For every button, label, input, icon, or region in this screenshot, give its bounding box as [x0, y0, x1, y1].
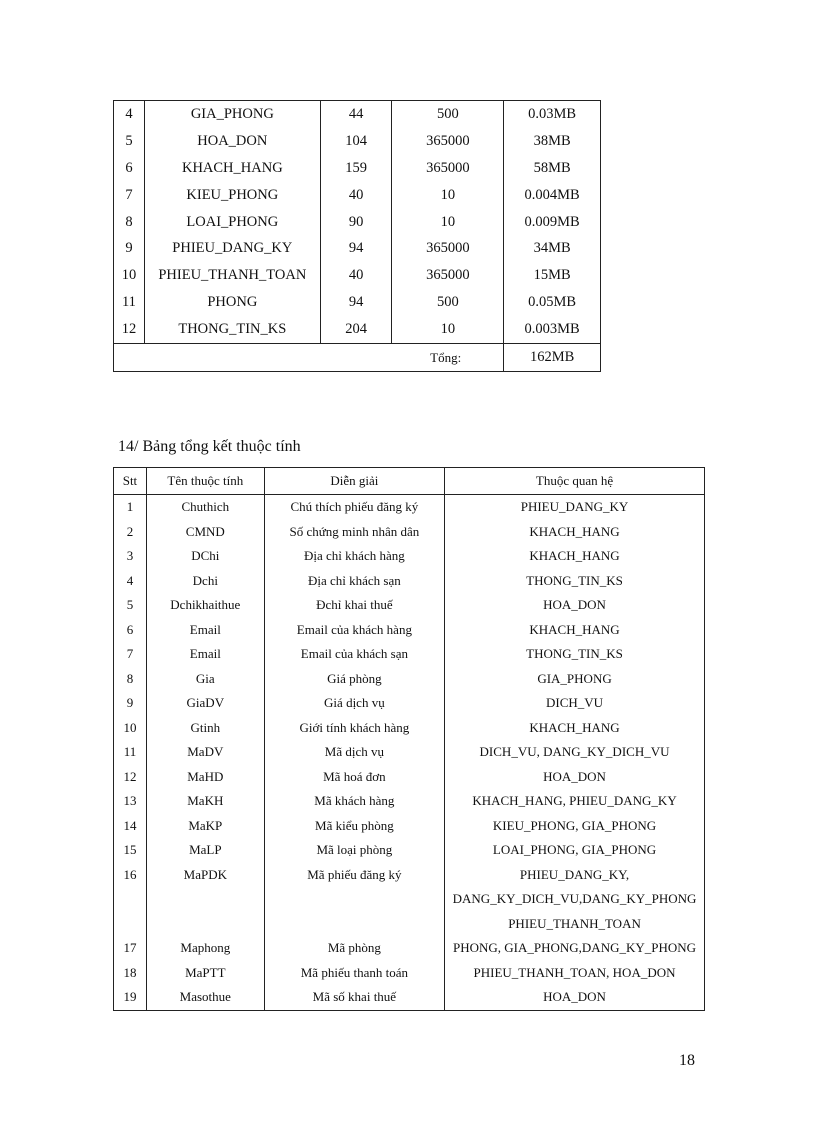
cell-relation: HOA_DON — [445, 593, 705, 618]
cell-stt: 4 — [114, 101, 145, 128]
cell-stt: 1 — [114, 495, 147, 520]
cell-description: Mã phiếu thanh toán — [264, 961, 444, 986]
cell-record-size: 94 — [320, 235, 392, 262]
cell-stt: 3 — [114, 544, 147, 569]
cell-description: Mã loại phòng — [264, 838, 444, 863]
cell-attribute-name: Dchi — [146, 569, 264, 594]
total-label: Tổng: — [392, 344, 504, 372]
cell-storage-size: 0.003MB — [504, 316, 601, 343]
cell-description: Đchỉ khai thuế — [264, 593, 444, 618]
cell-stt: 10 — [114, 262, 145, 289]
cell-record-size: 159 — [320, 155, 392, 182]
cell-attribute-name: MaHD — [146, 765, 264, 790]
cell-relation: PHIEU_DANG_KY, — [445, 863, 705, 888]
table-row — [114, 863, 705, 888]
cell-description: Mã phòng — [264, 936, 444, 961]
table-row — [114, 765, 705, 790]
cell-record-size: 204 — [320, 316, 392, 343]
cell-attribute-name: MaPTT — [146, 961, 264, 986]
cell-relation: PHIEU_THANH_TOAN, HOA_DON — [445, 961, 705, 986]
cell-attribute-name: Gia — [146, 667, 264, 692]
cell-storage-size: 58MB — [504, 155, 601, 182]
table-row — [114, 961, 705, 986]
table-row — [114, 289, 601, 316]
cell-stt: 18 — [114, 961, 147, 986]
cell-record-count: 10 — [392, 316, 504, 343]
cell-table-name: PHIEU_THANH_TOAN — [144, 262, 320, 289]
cell-relation: THONG_TIN_KS — [445, 642, 705, 667]
cell-relation: KHACH_HANG — [445, 520, 705, 545]
cell-stt: 8 — [114, 209, 145, 236]
cell-record-count: 10 — [392, 209, 504, 236]
cell-stt: 7 — [114, 642, 147, 667]
cell-description — [264, 912, 444, 937]
cell-relation: DANG_KY_DICH_VU,DANG_KY_PHONG — [445, 887, 705, 912]
cell-description: Mã dịch vụ — [264, 740, 444, 765]
table-row — [114, 740, 705, 765]
header-attribute-name: Tên thuộc tính — [146, 468, 264, 495]
cell-stt: 9 — [114, 235, 145, 262]
cell-attribute-name: Chuthich — [146, 495, 264, 520]
cell-attribute-name — [146, 887, 264, 912]
cell-record-size: 44 — [320, 101, 392, 128]
cell-description: Mã kiểu phòng — [264, 814, 444, 839]
table-row — [114, 235, 601, 262]
cell-stt — [114, 887, 147, 912]
cell-attribute-name: MaKP — [146, 814, 264, 839]
cell-description: Mã số khai thuế — [264, 985, 444, 1010]
cell-table-name: PHONG — [144, 289, 320, 316]
cell-stt: 17 — [114, 936, 147, 961]
cell-table-name: THONG_TIN_KS — [144, 316, 320, 343]
cell-stt: 11 — [114, 289, 145, 316]
table-row — [114, 101, 601, 128]
cell-record-count: 500 — [392, 289, 504, 316]
table-row — [114, 789, 705, 814]
table-row — [114, 716, 705, 741]
cell-record-size: 40 — [320, 262, 392, 289]
table-row — [114, 691, 705, 716]
table-row — [114, 155, 601, 182]
cell-relation: KIEU_PHONG, GIA_PHONG — [445, 814, 705, 839]
total-row — [114, 344, 601, 372]
table-row — [114, 544, 705, 569]
cell-attribute-name — [146, 912, 264, 937]
cell-relation: THONG_TIN_KS — [445, 569, 705, 594]
table-row — [114, 569, 705, 594]
cell-relation: KHACH_HANG — [445, 716, 705, 741]
cell-attribute-name: MaLP — [146, 838, 264, 863]
cell-description: Email của khách hàng — [264, 618, 444, 643]
cell-attribute-name: GiaDV — [146, 691, 264, 716]
cell-table-name: PHIEU_DANG_KY — [144, 235, 320, 262]
cell-stt: 5 — [114, 128, 145, 155]
table-row — [114, 262, 601, 289]
cell-record-count: 500 — [392, 101, 504, 128]
cell-stt: 13 — [114, 789, 147, 814]
cell-storage-size: 38MB — [504, 128, 601, 155]
cell-description: Mã hoá đơn — [264, 765, 444, 790]
cell-attribute-name: Gtinh — [146, 716, 264, 741]
header-relation: Thuộc quan hệ — [445, 468, 705, 495]
cell-stt: 11 — [114, 740, 147, 765]
cell-description: Địa chỉ khách hàng — [264, 544, 444, 569]
cell-relation: PHIEU_DANG_KY — [445, 495, 705, 520]
header-description: Diễn giải — [264, 468, 444, 495]
table-row — [114, 985, 705, 1010]
cell-description: Số chứng minh nhân dân — [264, 520, 444, 545]
table-row — [114, 618, 705, 643]
total-value: 162MB — [504, 344, 601, 372]
cell-stt: 6 — [114, 618, 147, 643]
cell-storage-size: 0.03MB — [504, 101, 601, 128]
cell-relation: PHIEU_THANH_TOAN — [445, 912, 705, 937]
section-heading: 14/ Bảng tổng kết thuộc tính — [118, 438, 301, 455]
table-row — [114, 209, 601, 236]
cell-record-size: 94 — [320, 289, 392, 316]
cell-stt: 19 — [114, 985, 147, 1010]
cell-record-count: 365000 — [392, 262, 504, 289]
cell-relation: KHACH_HANG — [445, 618, 705, 643]
cell-storage-size: 15MB — [504, 262, 601, 289]
table-row — [114, 642, 705, 667]
table-row — [114, 520, 705, 545]
table-row — [114, 128, 601, 155]
cell-table-name: KHACH_HANG — [144, 155, 320, 182]
cell-table-name: KIEU_PHONG — [144, 182, 320, 209]
cell-stt: 15 — [114, 838, 147, 863]
cell-relation: HOA_DON — [445, 985, 705, 1010]
cell-stt: 12 — [114, 765, 147, 790]
cell-table-name: LOAI_PHONG — [144, 209, 320, 236]
cell-record-count: 10 — [392, 182, 504, 209]
cell-record-count: 365000 — [392, 155, 504, 182]
cell-stt: 4 — [114, 569, 147, 594]
table-row — [114, 593, 705, 618]
cell-record-size: 90 — [320, 209, 392, 236]
cell-description: Mã khách hàng — [264, 789, 444, 814]
cell-stt: 5 — [114, 593, 147, 618]
cell-relation: DICH_VU, DANG_KY_DICH_VU — [445, 740, 705, 765]
table-row — [114, 838, 705, 863]
cell-description: Giá phòng — [264, 667, 444, 692]
table-attribute-summary — [113, 467, 705, 1011]
table-row — [114, 814, 705, 839]
cell-record-size: 104 — [320, 128, 392, 155]
cell-record-count: 365000 — [392, 235, 504, 262]
cell-attribute-name: Email — [146, 642, 264, 667]
cell-relation: GIA_PHONG — [445, 667, 705, 692]
table-row — [114, 936, 705, 961]
cell-table-name: GIA_PHONG — [144, 101, 320, 128]
cell-storage-size: 0.05MB — [504, 289, 601, 316]
cell-description: Mã phiếu đăng ký — [264, 863, 444, 888]
total-blank-cell — [114, 344, 392, 372]
cell-storage-size: 34MB — [504, 235, 601, 262]
table-row — [114, 667, 705, 692]
cell-attribute-name: Masothue — [146, 985, 264, 1010]
cell-description: Chú thích phiếu đăng ký — [264, 495, 444, 520]
cell-storage-size: 0.004MB — [504, 182, 601, 209]
cell-record-count: 365000 — [392, 128, 504, 155]
cell-relation: KHACH_HANG, PHIEU_DANG_KY — [445, 789, 705, 814]
cell-stt: 9 — [114, 691, 147, 716]
cell-stt: 14 — [114, 814, 147, 839]
page-number: 18 — [679, 1052, 695, 1069]
cell-stt: 6 — [114, 155, 145, 182]
cell-description: Giới tính khách hàng — [264, 716, 444, 741]
cell-relation: PHONG, GIA_PHONG,DANG_KY_PHONG — [445, 936, 705, 961]
cell-stt: 16 — [114, 863, 147, 888]
table-row — [114, 316, 601, 343]
cell-relation: KHACH_HANG — [445, 544, 705, 569]
table-row — [114, 912, 705, 937]
table-row — [114, 887, 705, 912]
cell-description: Email của khách sạn — [264, 642, 444, 667]
cell-relation: HOA_DON — [445, 765, 705, 790]
cell-attribute-name: MaDV — [146, 740, 264, 765]
header-stt: Stt — [114, 468, 147, 495]
table-storage-estimate — [113, 100, 601, 372]
cell-attribute-name: MaKH — [146, 789, 264, 814]
cell-stt: 10 — [114, 716, 147, 741]
cell-attribute-name: Maphong — [146, 936, 264, 961]
cell-record-size: 40 — [320, 182, 392, 209]
cell-description: Giá dịch vụ — [264, 691, 444, 716]
cell-stt: 2 — [114, 520, 147, 545]
cell-attribute-name: Dchikhaithue — [146, 593, 264, 618]
cell-attribute-name: CMND — [146, 520, 264, 545]
table-row — [114, 495, 705, 520]
cell-table-name: HOA_DON — [144, 128, 320, 155]
cell-stt — [114, 912, 147, 937]
cell-stt: 7 — [114, 182, 145, 209]
cell-attribute-name: DChi — [146, 544, 264, 569]
cell-attribute-name: Email — [146, 618, 264, 643]
cell-stt: 12 — [114, 316, 145, 343]
cell-relation: DICH_VU — [445, 691, 705, 716]
table-row — [114, 182, 601, 209]
cell-storage-size: 0.009MB — [504, 209, 601, 236]
cell-description — [264, 887, 444, 912]
cell-description: Địa chỉ khách sạn — [264, 569, 444, 594]
cell-attribute-name: MaPDK — [146, 863, 264, 888]
cell-stt: 8 — [114, 667, 147, 692]
header-row — [114, 468, 705, 495]
cell-relation: LOAI_PHONG, GIA_PHONG — [445, 838, 705, 863]
